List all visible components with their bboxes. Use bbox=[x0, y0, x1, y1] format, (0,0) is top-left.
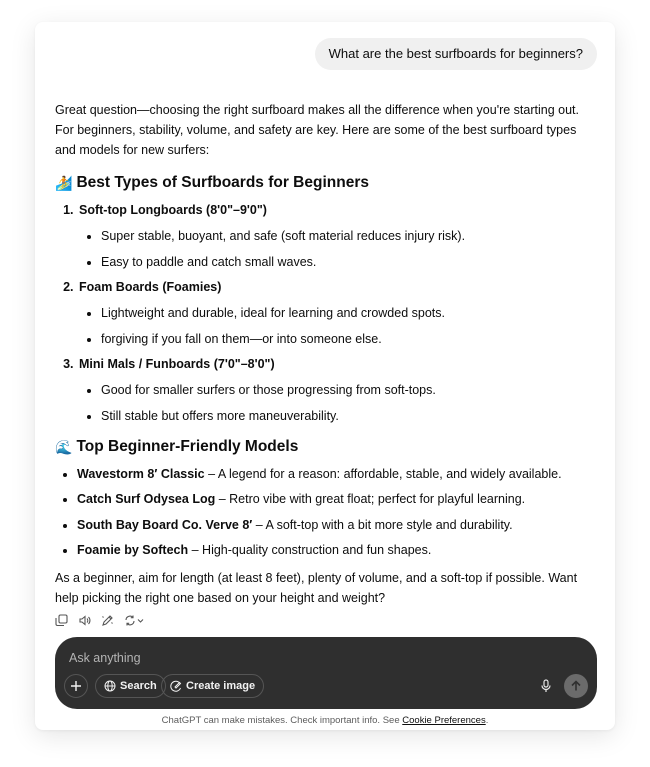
types-list bbox=[55, 200, 600, 426]
arrow-up-icon bbox=[570, 680, 582, 692]
create-image-label: Create image bbox=[186, 680, 256, 692]
disclaimer-end: . bbox=[485, 715, 489, 726]
composer bbox=[55, 637, 597, 709]
chat-window bbox=[35, 22, 615, 730]
assistant-reply bbox=[55, 100, 600, 608]
model-name: Wavestorm 8′ Classic bbox=[77, 466, 205, 481]
model-desc: – A soft-top with a bit more style and durability. bbox=[252, 517, 513, 532]
user-message: What are the best surfboards for beginners? bbox=[315, 38, 597, 70]
model-name: Foamie by Softech bbox=[77, 543, 189, 557]
section-title: Best Types of Surfboards for Beginners bbox=[76, 174, 369, 191]
search-label: Search bbox=[120, 680, 157, 692]
model-name: South Bay Board Co. Verve 8′ bbox=[77, 517, 253, 532]
voice-input-button[interactable] bbox=[535, 675, 557, 697]
create-image-button[interactable] bbox=[161, 674, 264, 698]
model-name: Catch Surf Odysea Log bbox=[77, 492, 216, 506]
section-heading-models bbox=[55, 436, 600, 458]
disclaimer-text: ChatGPT can make mistakes. Check important info. See bbox=[161, 715, 403, 726]
sub-list bbox=[79, 226, 600, 272]
surfer-icon: 🏄 bbox=[55, 175, 73, 191]
list-item bbox=[77, 277, 600, 349]
globe-icon bbox=[104, 680, 116, 692]
model-desc: – High-quality construction and fun shapes. bbox=[188, 543, 432, 557]
search-button[interactable] bbox=[95, 674, 166, 698]
list-item: • forgiving if you fall on them—or into someone else. bbox=[101, 329, 600, 349]
image-brush-icon bbox=[170, 680, 182, 692]
reply-intro: Great question—choosing the right surfboard makes all the difference when you're starting out. For beginners, stability, volume, and safety are key. Here are some of the best surfboard types and models for new surfers: bbox=[55, 103, 579, 157]
item-title: 2. Foam Boards (Foamies) bbox=[79, 280, 222, 294]
list-item bbox=[77, 515, 600, 535]
list-item: • Still stable but offers more maneuverability. bbox=[101, 406, 600, 426]
reply-outro: As a beginner, aim for length (at least 8 feet), plenty of volume, and a soft-top if possible. Want help picking the right one based on your height and weight? bbox=[55, 571, 578, 605]
wave-icon: 🌊 bbox=[55, 438, 73, 455]
send-button[interactable] bbox=[564, 674, 588, 698]
read-aloud-icon[interactable] bbox=[78, 614, 91, 627]
sub-list bbox=[79, 303, 600, 349]
models-list bbox=[55, 464, 600, 561]
section-heading-types bbox=[55, 172, 600, 194]
message-input[interactable] bbox=[67, 647, 511, 669]
list-item: • Good for smaller surfers or those progressing from soft-tops. bbox=[101, 380, 600, 400]
list-item bbox=[77, 200, 600, 272]
section-title: Top Beginner-Friendly Models bbox=[76, 437, 299, 455]
list-item bbox=[77, 464, 600, 484]
model-desc: – Retro vibe with great float; perfect for playful learning. bbox=[215, 492, 526, 506]
microphone-icon bbox=[540, 679, 552, 693]
list-item bbox=[77, 489, 600, 509]
disclaimer bbox=[35, 715, 615, 727]
cookie-preferences-link[interactable]: Cookie Preferences bbox=[402, 715, 486, 726]
item-title: 3. Mini Mals / Funboards (7'0"–8'0") bbox=[79, 357, 275, 371]
list-item bbox=[77, 540, 600, 560]
copy-icon[interactable] bbox=[55, 614, 68, 627]
edit-icon[interactable] bbox=[101, 614, 114, 627]
model-desc: – A legend for a reason: affordable, stable, and widely available. bbox=[204, 466, 562, 481]
regenerate-icon[interactable] bbox=[124, 614, 144, 627]
attach-button[interactable] bbox=[64, 674, 88, 698]
item-title: 1. Soft-top Longboards (8'0"–9'0") bbox=[79, 203, 267, 217]
list-item: • Lightweight and durable, ideal for learning and crowded spots. bbox=[101, 303, 600, 323]
list-item: • Easy to paddle and catch small waves. bbox=[101, 252, 600, 272]
list-item: • Super stable, buoyant, and safe (soft material reduces injury risk). bbox=[101, 226, 600, 246]
message-actions bbox=[55, 614, 144, 627]
plus-icon bbox=[70, 680, 82, 692]
list-item bbox=[77, 354, 600, 426]
sub-list bbox=[79, 380, 600, 426]
